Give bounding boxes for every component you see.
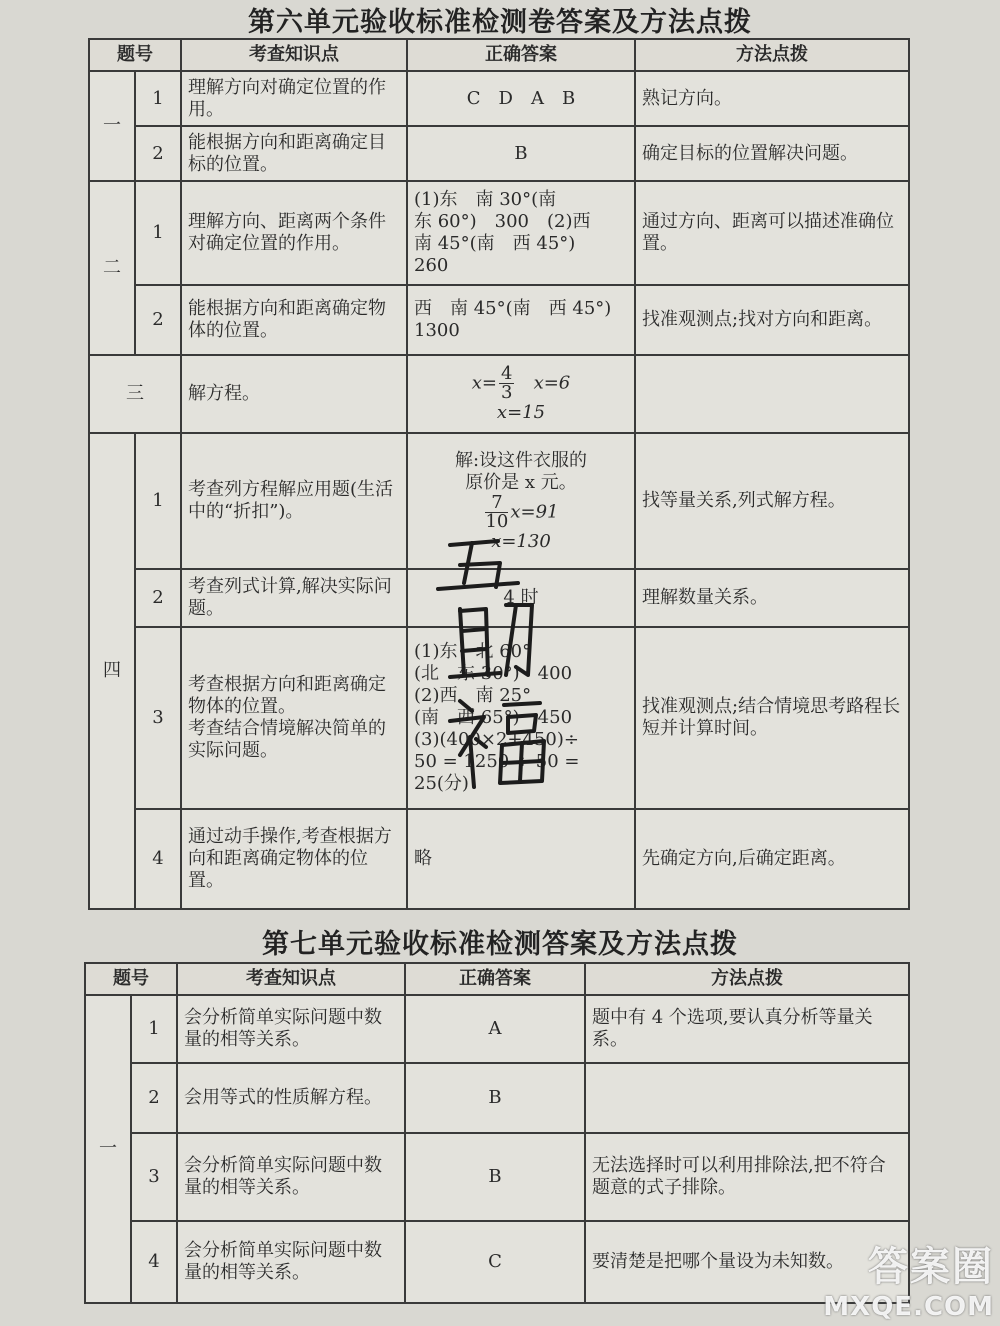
unit6-answer-table bbox=[88, 38, 910, 910]
tip-cell: 熟记方向。 bbox=[635, 71, 909, 126]
answer-cell: 4 时 bbox=[407, 569, 635, 627]
tip-cell: 要清楚是把哪个量设为未知数。 bbox=[585, 1221, 909, 1303]
question-number: 4 bbox=[135, 809, 181, 909]
answer-cell: (1)东 北 60° (北 东 30°) 400 (2)西 南 25° (南 西 65°) 450 (3)(400×2+450)÷ 50 = 1250 ÷ 50 = 25(分) bbox=[407, 627, 635, 809]
question-number: 1 bbox=[135, 71, 181, 126]
tip-cell bbox=[585, 1063, 909, 1133]
equation-line bbox=[414, 362, 628, 403]
topic-cell: 理解方向对确定位置的作用。 bbox=[181, 71, 407, 126]
topic-cell: 通过动手操作,考查根据方向和距离确定物体的位置。 bbox=[181, 809, 407, 909]
fraction bbox=[499, 362, 514, 403]
equation-line bbox=[414, 491, 628, 532]
tip-cell: 理解数量关系。 bbox=[635, 569, 909, 627]
table-row bbox=[85, 1221, 909, 1303]
question-number: 2 bbox=[135, 126, 181, 181]
question-number: 2 bbox=[135, 285, 181, 355]
topic-cell: 能根据方向和距离确定目标的位置。 bbox=[181, 126, 407, 181]
header-number: 题号 bbox=[85, 963, 177, 995]
question-number: 1 bbox=[131, 995, 177, 1063]
topic-cell: 理解方向、距离两个条件对确定位置的作用。 bbox=[181, 181, 407, 285]
unit7-title: 第七单元验收标准检测答案及方法点拨 bbox=[262, 929, 738, 960]
answer-cell: 西 南 45°(南 西 45°) 1300 bbox=[407, 285, 635, 355]
tip-cell: 无法选择时可以利用排除法,把不符合题意的式子排除。 bbox=[585, 1133, 909, 1221]
topic-cell: 会用等式的性质解方程。 bbox=[177, 1063, 405, 1133]
answer-cell: A bbox=[405, 995, 585, 1063]
tip-cell: 通过方向、距离可以描述准确位置。 bbox=[635, 181, 909, 285]
topic-cell: 会分析简单实际问题中数量的相等关系。 bbox=[177, 995, 405, 1063]
fraction-numerator: 7 bbox=[485, 494, 508, 513]
watermark bbox=[823, 1235, 994, 1322]
fraction bbox=[485, 491, 509, 532]
table-row bbox=[89, 355, 909, 433]
answer-cell bbox=[407, 433, 635, 569]
table-row bbox=[89, 181, 909, 285]
equation-value: x=6 bbox=[533, 372, 571, 393]
table-row bbox=[89, 627, 909, 809]
tip-cell bbox=[635, 355, 909, 433]
section-label: 二 bbox=[89, 181, 135, 355]
unit7-answer-table bbox=[84, 962, 910, 1304]
watermark-logo: 答案圈 bbox=[868, 1244, 994, 1290]
watermark-url: MXQE.COM bbox=[823, 1292, 994, 1322]
header-tip: 方法点拨 bbox=[585, 963, 909, 995]
question-number: 2 bbox=[135, 569, 181, 627]
table-header-row bbox=[89, 39, 909, 71]
table-row bbox=[85, 1063, 909, 1133]
answer-cell: 略 bbox=[407, 809, 635, 909]
topic-cell: 会分析简单实际问题中数量的相等关系。 bbox=[177, 1221, 405, 1303]
header-answer: 正确答案 bbox=[405, 963, 585, 995]
answer-cell: B bbox=[405, 1133, 585, 1221]
equation-value: x=130 bbox=[491, 530, 551, 552]
question-number: 2 bbox=[131, 1063, 177, 1133]
topic-cell: 解方程。 bbox=[181, 355, 407, 433]
question-number: 3 bbox=[131, 1133, 177, 1221]
unit6-title: 第六单元验收标准检测卷答案及方法点拨 bbox=[248, 7, 752, 38]
header-number: 题号 bbox=[89, 39, 181, 71]
table-row bbox=[89, 809, 909, 909]
topic-cell: 能根据方向和距离确定物体的位置。 bbox=[181, 285, 407, 355]
topic-cell: 会分析简单实际问题中数量的相等关系。 bbox=[177, 1133, 405, 1221]
section-label: 一 bbox=[85, 995, 131, 1303]
answer-cell: C D A B bbox=[407, 71, 635, 126]
tip-cell: 找准观测点;结合情境思考路程长短并计算时间。 bbox=[635, 627, 909, 809]
table-row bbox=[89, 126, 909, 181]
header-answer: 正确答案 bbox=[407, 39, 635, 71]
question-number: 1 bbox=[135, 433, 181, 569]
fraction-denominator: 10 bbox=[485, 510, 509, 532]
answer-cell: B bbox=[405, 1063, 585, 1133]
topic-cell: 考查列方程解应用题(生活中的“折扣”)。 bbox=[181, 433, 407, 569]
table-row bbox=[89, 71, 909, 126]
question-number: 1 bbox=[135, 181, 181, 285]
question-number: 4 bbox=[131, 1221, 177, 1303]
answer-cell bbox=[407, 355, 635, 433]
answer-text: 解:设这件衣服的 原价是 x 元。 bbox=[454, 449, 588, 493]
answer-cell: C bbox=[405, 1221, 585, 1303]
table-row bbox=[89, 569, 909, 627]
header-topic: 考查知识点 bbox=[181, 39, 407, 71]
table-row bbox=[85, 1133, 909, 1221]
topic-cell: 考查根据方向和距离确定物体的位置。 考查结合情境解决简单的实际问题。 bbox=[181, 627, 407, 809]
tip-cell: 找准观测点;找对方向和距离。 bbox=[635, 285, 909, 355]
fraction-denominator: 3 bbox=[500, 381, 513, 403]
table-header-row bbox=[85, 963, 909, 995]
table-row bbox=[89, 433, 909, 569]
table-row bbox=[85, 995, 909, 1063]
section-label: 四 bbox=[89, 433, 135, 909]
topic-cell: 考查列式计算,解决实际问题。 bbox=[181, 569, 407, 627]
tip-cell: 确定目标的位置解决问题。 bbox=[635, 126, 909, 181]
header-topic: 考查知识点 bbox=[177, 963, 405, 995]
equation-value: x=15 bbox=[496, 401, 546, 423]
tip-cell: 题中有 4 个选项,要认真分析等量关系。 bbox=[585, 995, 909, 1063]
answer-cell: (1)东 南 30°(南 东 60°) 300 (2)西 南 45°(南 西 45°) 260 bbox=[407, 181, 635, 285]
section-label: 一 bbox=[89, 71, 135, 181]
fraction-numerator: 4 bbox=[500, 362, 513, 384]
section-label: 三 bbox=[89, 355, 181, 433]
equation-value: x=91 bbox=[510, 501, 559, 522]
tip-cell: 先确定方向,后确定距离。 bbox=[635, 809, 909, 909]
equation-lhs: x= bbox=[471, 372, 497, 393]
question-number: 3 bbox=[135, 627, 181, 809]
answer-cell: B bbox=[407, 126, 635, 181]
tip-cell: 找等量关系,列式解方程。 bbox=[635, 433, 909, 569]
header-tip: 方法点拨 bbox=[635, 39, 909, 71]
table-row bbox=[89, 285, 909, 355]
